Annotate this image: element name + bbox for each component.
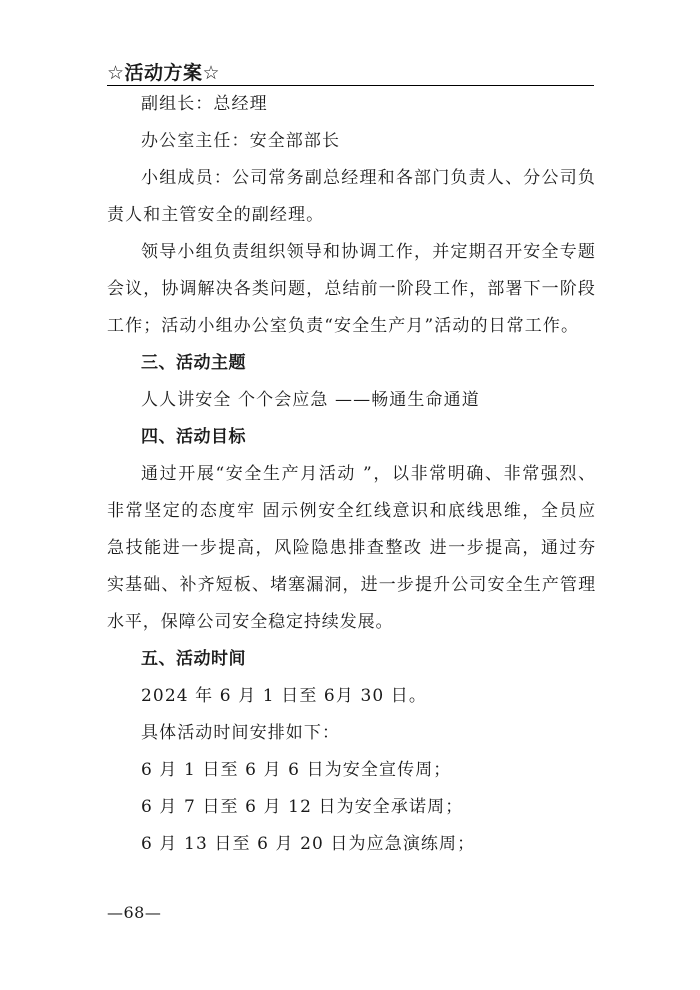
office-director-line: 办公室主任：安全部部长 <box>141 131 341 151</box>
responsibility-paragraph: 领导小组负责组织领导和协调工作，并定期召开安全专题会议，协调解决各类问题，总结前一阶段工作，部署下一阶段工作；活动小组办公室负责“安全生产月”活动的日常工作。 <box>107 242 596 336</box>
document-body <box>107 86 596 863</box>
schedule-intro-line: 具体活动时间安排如下： <box>141 723 341 743</box>
page-header <box>107 55 594 86</box>
section-heading-theme: 三、活动主题 <box>141 353 246 373</box>
goal-paragraph: 通过开展“安全生产月活动 ”，以非常明确、非常强烈、非常坚定的态度牢 固示例安全红线意识和底线思维，全员应急技能进一步提高，风险隐患排查整改 进一步提高，通过夯实基础、补齐短板、堵塞漏洞，进一步提升公司安全生产管理水平，保障公司安全稳定持续发展。 <box>107 464 596 632</box>
schedule-item: 6 月 1 日至 6 月 6 日为安全宣传周； <box>141 760 452 780</box>
theme-line: 人人讲安全 个个会应急 ——畅通生命通道 <box>141 390 480 410</box>
section-heading-time: 五、活动时间 <box>141 649 246 669</box>
deputy-leader-line: 副组长：总经理 <box>141 94 268 114</box>
page-number: —68— <box>107 903 162 922</box>
schedule-item: 6 月 7 日至 6 月 12 日为安全承诺周； <box>141 797 464 817</box>
period-line: 2024 年 6 月 1 日至 6月 30 日。 <box>141 686 427 706</box>
header-title: ☆活动方案☆ <box>107 62 221 84</box>
section-heading-goal: 四、活动目标 <box>141 427 246 447</box>
members-paragraph: 小组成员：公司常务副总经理和各部门负责人、分公司负责人和主管安全的副经理。 <box>107 168 596 225</box>
schedule-item: 6 月 13 日至 6 月 20 日为应急演练周； <box>141 834 476 854</box>
